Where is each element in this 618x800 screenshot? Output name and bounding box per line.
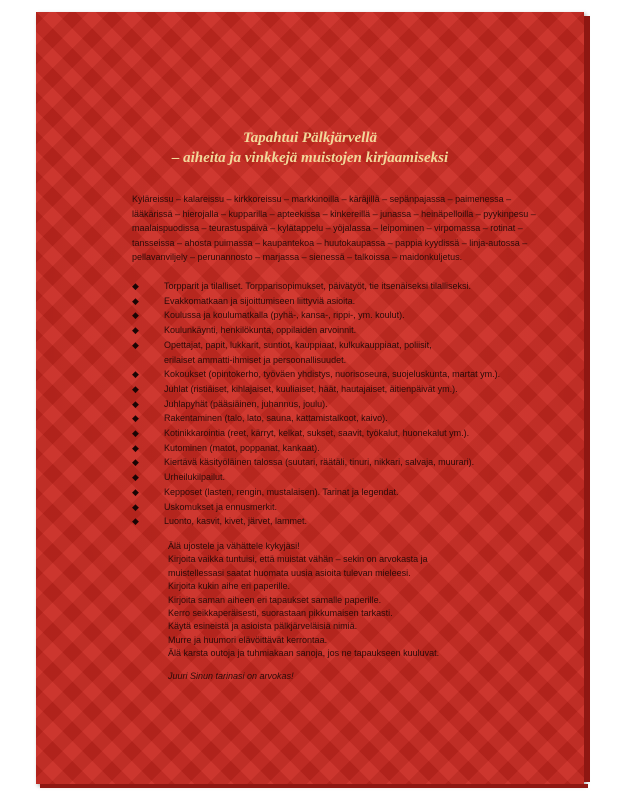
list-item: ◆ Juhlat (ristiäiset, kihlajaiset, kuuliaiset, häät, hautajaiset, äitienpäivät ym.).	[132, 382, 552, 397]
advice-line: Kirjoita kukin aihe eri paperille.	[168, 581, 291, 592]
list-item: ◆ Kepposet (lasten, rengin, mustalaisen). Tarinat ja legendat.	[132, 485, 552, 500]
title-line-1: Tapahtui Pälkjärvellä	[242, 130, 378, 146]
title-line-2: – aiheita ja vinkkejä muistojen kirjaamiseksi	[171, 150, 449, 166]
diamond-bullet-icon: ◆	[132, 486, 139, 497]
list-item: ◆ Evakkomatkaan ja sijoittumiseen liittyviä asioita.	[132, 294, 552, 309]
list-item: ◆ Torpparit ja tilalliset. Torpparisopimukset, päivätyöt, tie itsenäiseksi tilalliseksi.	[132, 279, 552, 294]
diamond-bullet-icon: ◆	[132, 472, 139, 483]
list-item: ◆ Kiertävä käsityöläinen talossa (suutari, räätäli, tinuri, nikkari, salvaja, muurari).	[132, 455, 552, 470]
diamond-bullet-icon: ◆	[132, 398, 139, 409]
advice-block	[168, 540, 548, 683]
list-item: ◆ Uskomukset ja ennusmerkit.	[132, 500, 552, 515]
diamond-bullet-icon: ◆	[132, 325, 139, 336]
advice-line: Kerro seikkaperäisesti, suorastaan pikkumaisen tarkasti.	[168, 608, 393, 619]
diamond-bullet-icon: ◆	[132, 516, 139, 527]
page-edge-right	[584, 16, 590, 782]
list-item-continuation: erilaiset ammatti-ihmiset ja persoonallisuudet.	[164, 354, 347, 365]
advice-line: Kirjoita vaikka tuntuisi, että muistat vähän – sekin on arvokasta ja	[168, 554, 428, 565]
list-item: ◆ Koulunkäynti, henkilökunta, oppilaiden arvoinnit.	[132, 323, 552, 338]
diamond-bullet-icon: ◆	[132, 295, 139, 306]
advice-line: Älä karsta outoja ja tuhmiakaan sanoja, jos ne tapaukseen kuuluvat.	[168, 648, 440, 659]
diamond-bullet-icon: ◆	[132, 281, 139, 291]
diamond-bullet-icon: ◆	[132, 369, 139, 380]
page-edge-bottom	[40, 784, 588, 788]
diamond-bullet-icon: ◆	[132, 501, 139, 512]
intro-paragraph: Kyläreissu – kalareissu – kirkkoreissu – markkinoilla – käräjillä – sepänpajassa – paimenessa – lääkärissä – hierojalla – kupparilla – apteekissa – kinkereillä – junassa – heinäpelloilla – pyykinpesu – maalaispuodissa – teurastuspäivä – kylätappelu – yöjalassa – leipominen – virpomassa – rotinat – tansseissa – ahosta puimassa – kaupantekoa – huutokaupassa – pappia kyydissä – linja-autossa – pellavanviljely – perunannosto – marjassa – sienessä – talkoissa – maidonkuljetus.	[132, 194, 536, 263]
list-item: ◆ Urheilukilpailut.	[132, 470, 552, 485]
diamond-bullet-icon: ◆	[132, 413, 139, 424]
diamond-bullet-icon: ◆	[132, 457, 139, 468]
diamond-bullet-icon: ◆	[132, 442, 139, 453]
booklet-back-cover	[36, 12, 584, 784]
list-item: ◆ Juhlapyhät (pääsiäinen, juhannus, joulu).	[132, 397, 552, 412]
diamond-bullet-icon: ◆	[132, 310, 139, 321]
diamond-bullet-icon: ◆	[132, 428, 139, 439]
list-item: ◆ Opettajat, papit, lukkarit, suntiot, kauppiaat, kulkukauppiaat, poliisit, erilaiset ammatti-ihmiset ja persoonallisuudet.	[132, 338, 552, 367]
topic-list	[132, 279, 552, 529]
advice-line: Murre ja huumori elävöittävät kerrontaa.	[168, 634, 328, 645]
diamond-bullet-icon: ◆	[132, 383, 139, 394]
list-item: ◆ Rakentaminen (talo, lato, sauna, kattamistalkoot, kaivo).	[132, 411, 552, 426]
advice-line: Älä ujostele ja vähättele kykyjäsi!	[168, 541, 300, 551]
advice-line: Kirjoita saman aiheen eri tapaukset samalle paperille.	[168, 594, 382, 605]
advice-line: muistellessasi saatat huomata uusia asioita tulevan mieleesi.	[168, 567, 411, 578]
list-item: ◆ Luonto, kasvit, kivet, järvet, lammet.	[132, 514, 552, 529]
page-title	[36, 128, 584, 168]
list-item: ◆ Kokoukset (opintokerho, työväen yhdistys, nuorisoseura, suojeluskunta, martat ym.).	[132, 367, 552, 382]
advice-line: Käytä esineistä ja asioista pälkjärveläisiä nimiä.	[168, 621, 358, 632]
list-item: ◆ Koulussa ja koulumatkalla (pyhä-, kansa-, rippi-, ym. koulut).	[132, 308, 552, 323]
diamond-bullet-icon: ◆	[132, 339, 139, 350]
list-item: ◆ Kotinikkarointia (reet, kärryt, kelkat, sukset, saavit, työkalut, huonekalut ym.).	[132, 426, 552, 441]
list-item: ◆ Kutominen (matot, poppanat, kankaat).	[132, 441, 552, 456]
closing-line: Juuri Sinun tarinasi on arvokas!	[168, 670, 294, 681]
